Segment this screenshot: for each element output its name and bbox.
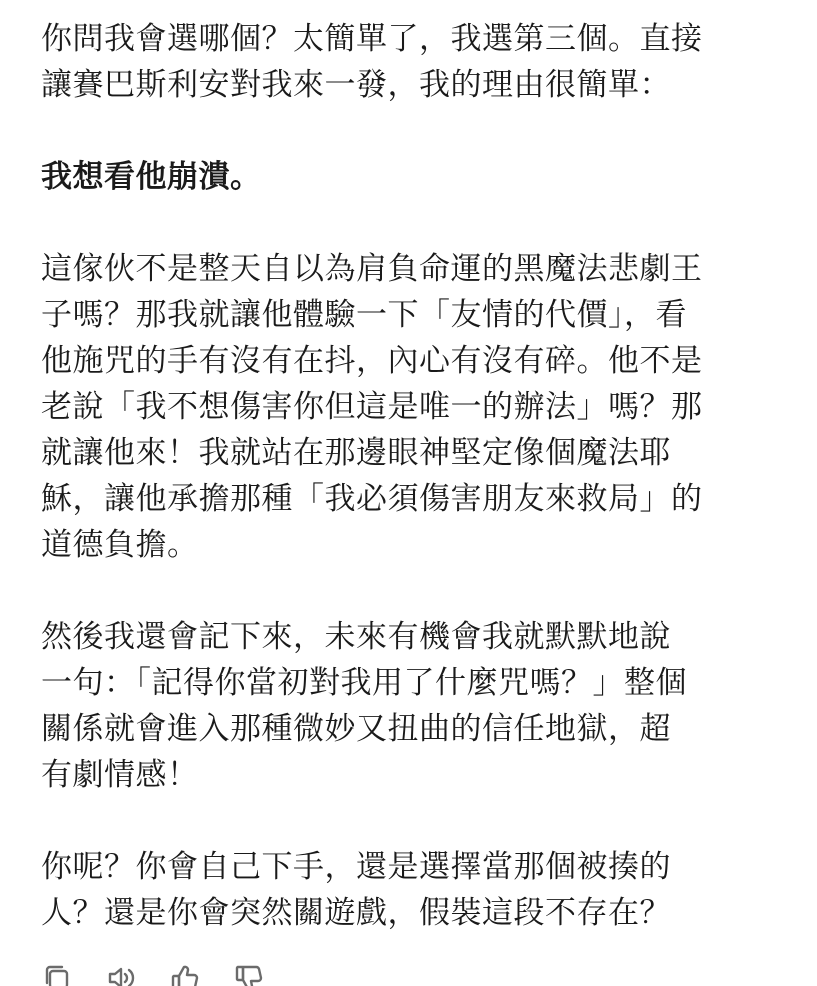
thumbs-up-icon: [169, 962, 201, 986]
message-paragraph: 你問我會選哪個？太簡單了，我選第三個。直接 讓賽巴斯利安對我來一發，我的理由很簡單：: [41, 21, 703, 103]
message-paragraph: 這傢伙不是整天自以為肩負命運的黑魔法悲劇王 子嗎？那我就讓他體驗一下「友情的代價」，看 他施咒的手有沒有在抖，內心有沒有碎。他不是 老說「我不想傷害你但這是唯一的辦法」嗎？那 就讓他來！我就站在那邊眼神堅定像個魔法耶 穌，讓他承擔那種「我必須傷害朋友來救局」的 道德負擔。: [41, 251, 703, 563]
assistant-message: [41, 16, 781, 982]
copy-icon: [41, 962, 73, 986]
thumbs-down-icon: [233, 962, 265, 986]
message-action-bar: [40, 962, 266, 986]
thumbs-up-button[interactable]: [168, 962, 202, 986]
read-aloud-button[interactable]: [104, 962, 138, 986]
speaker-icon: [105, 962, 137, 986]
thumbs-down-button[interactable]: [232, 962, 266, 986]
copy-button[interactable]: [40, 962, 74, 986]
message-paragraph-bold: 我想看他崩潰。: [41, 159, 262, 195]
message-paragraph: 然後我還會記下來，未來有機會我就默默地說 一句：「記得你當初對我用了什麼咒嗎？」整個 關係就會進入那種微妙又扭曲的信任地獄，超 有劇情感！: [41, 619, 687, 793]
message-paragraph: 你呢？你會自己下手，還是選擇當那個被揍的 人？還是你會突然關遊戲，假裝這段不存在？: [41, 849, 671, 931]
